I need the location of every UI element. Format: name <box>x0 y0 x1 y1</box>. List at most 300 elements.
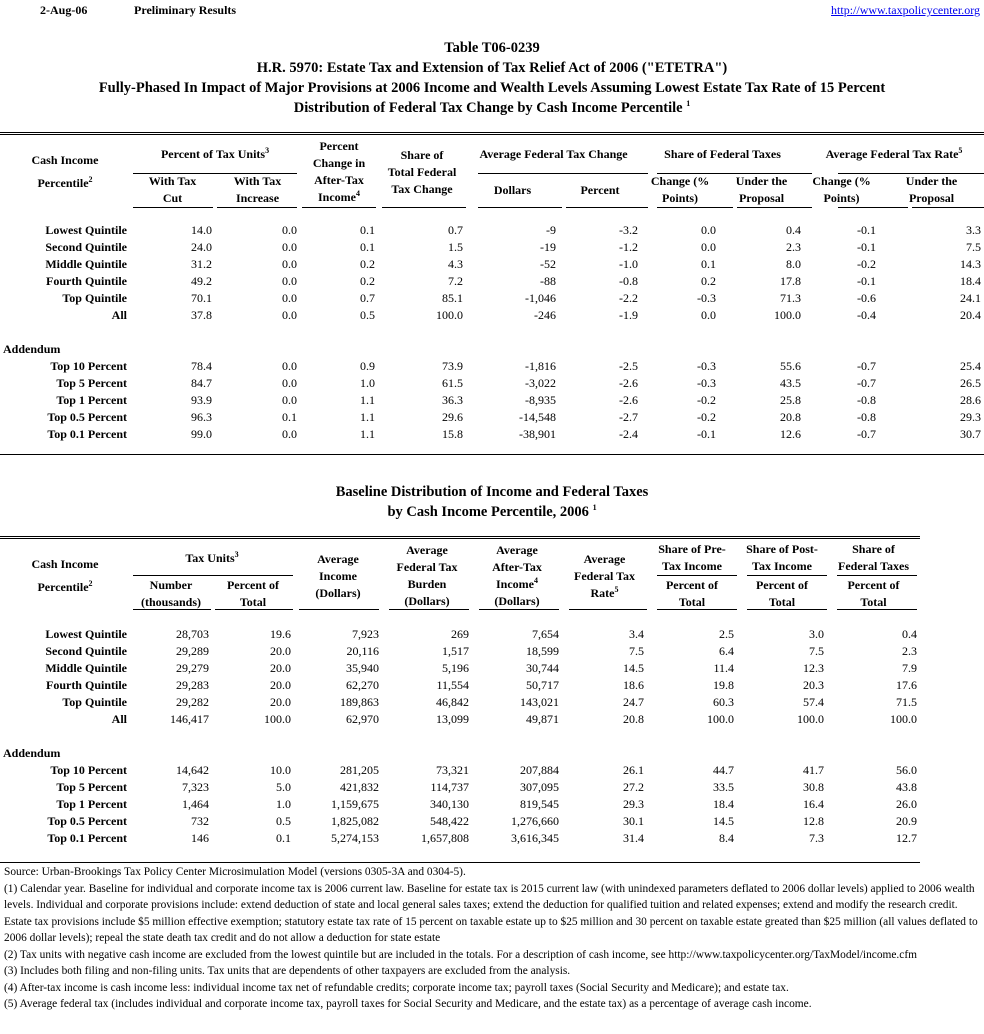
distribution-title: Distribution of Federal Tax Change by Cash Income Percentile $^1$ <box>293 99 691 116</box>
col-with-tax-increase: With Tax Increase <box>233 174 282 205</box>
cell: 1,464 <box>182 797 209 811</box>
cell: 0.0 <box>282 240 298 254</box>
cell: 0.0 <box>701 308 717 322</box>
cell: 14.3 <box>960 257 982 271</box>
addendum-row <box>0 762 920 779</box>
row-label: Second Quintile <box>45 644 127 658</box>
cell: 43.8 <box>896 780 917 794</box>
cell: -2.7 <box>619 410 639 424</box>
baseline-titles <box>0 482 984 522</box>
cell: -0.2 <box>697 393 717 407</box>
cell: 30.1 <box>623 814 644 828</box>
cell: 19.8 <box>713 678 734 692</box>
t2-col-tax-units: Tax Units$^3$ <box>185 549 239 565</box>
cell: 29.6 <box>442 410 464 424</box>
cell: 0.0 <box>701 223 717 237</box>
cell: 1.1 <box>360 393 376 407</box>
t2-col-fed-pct: Percent of Total <box>847 578 900 609</box>
cell: 84.7 <box>191 376 212 390</box>
addendum-row <box>0 409 984 426</box>
cell: 29,279 <box>176 661 209 675</box>
row-label: Lowest Quintile <box>45 223 127 237</box>
cell: 18.6 <box>623 678 644 692</box>
cell: 7.9 <box>902 661 917 675</box>
page-header <box>0 3 984 19</box>
cell: 24.0 <box>191 240 212 254</box>
cell: -1.2 <box>619 240 639 254</box>
t2-col-share-pre: Share of Pre- Tax Income <box>658 542 726 573</box>
t2-rule-c6 <box>569 609 647 610</box>
cell: 70.1 <box>191 291 212 305</box>
cell: -0.1 <box>857 240 877 254</box>
cell: -1.0 <box>619 257 639 271</box>
cell: 207,884 <box>520 763 559 777</box>
row-label: Top 0.5 Percent <box>47 410 127 424</box>
t1-rule-c3 <box>302 207 376 208</box>
cell: 44.7 <box>713 763 734 777</box>
row-label: Fourth Quintile <box>45 678 127 692</box>
cell: 307,095 <box>520 780 559 794</box>
cell: -0.8 <box>857 393 877 407</box>
table1-top-rule <box>0 132 984 135</box>
cell: 1.5 <box>448 240 464 254</box>
footnote-3: (3) Includes both filing and non-filing units. Tax units that are dependents of other taxpayers are excluded from the analysis. <box>4 965 571 977</box>
t1-rule-share-fed <box>657 173 812 174</box>
cell: 5,274,153 <box>331 831 379 845</box>
cell: 11.4 <box>713 661 734 675</box>
cell: 29.3 <box>960 410 982 424</box>
impact-title: Fully-Phased In Impact of Major Provisions at 2006 Income and Wealth Levels Assuming Lowest Estate Tax Rate of 15 Percent <box>98 80 886 96</box>
row-label: Top Quintile <box>62 291 127 305</box>
t2-rule-pre <box>657 575 737 576</box>
table2-bottom-rule <box>0 862 920 863</box>
cell: 100.0 <box>436 308 464 322</box>
cell: 548,422 <box>430 814 469 828</box>
cell: 20.8 <box>623 712 644 726</box>
t2-col-number: Number (thousands) <box>140 578 202 609</box>
cell: 0.4 <box>786 223 802 237</box>
cell: 49,871 <box>526 712 559 726</box>
addendum-row <box>0 813 920 830</box>
addendum-row <box>0 358 984 375</box>
cell: -0.7 <box>857 376 877 390</box>
cell: 62,970 <box>346 712 379 726</box>
cell: 26.1 <box>623 763 644 777</box>
cell: 0.2 <box>701 274 717 288</box>
cell: 3.4 <box>629 627 644 641</box>
row-label: Top Quintile <box>62 695 127 709</box>
cell: 50,717 <box>526 678 559 692</box>
cell: 100.0 <box>797 712 824 726</box>
col-under-proposal: Under the Proposal <box>735 174 788 205</box>
t2-rule-c4 <box>389 609 469 610</box>
cell: 20.4 <box>960 308 982 322</box>
tpc-link[interactable]: http://www.taxpolicycenter.org <box>831 3 980 17</box>
cell: 7.5 <box>629 644 644 658</box>
table2-top-rule <box>0 536 920 539</box>
cell: 78.4 <box>191 359 212 373</box>
table-row <box>0 677 920 694</box>
cell: 1,159,675 <box>331 797 379 811</box>
cell: -3.2 <box>619 223 639 237</box>
cell: -0.4 <box>857 308 877 322</box>
t2-col-cash-income: Cash Income Percentile$^2$ <box>31 557 99 594</box>
cell: 0.0 <box>282 223 298 237</box>
cell: 31.2 <box>191 257 212 271</box>
cell: -0.6 <box>857 291 877 305</box>
cell: 1.1 <box>360 427 376 441</box>
cell: 0.9 <box>360 359 376 373</box>
cell: -8,935 <box>525 393 557 407</box>
t2-rule-c1 <box>133 609 211 610</box>
cell: -0.3 <box>697 291 717 305</box>
cell: 0.0 <box>282 257 298 271</box>
cell: 12.6 <box>780 427 802 441</box>
cell: 14,642 <box>176 763 209 777</box>
cell: 28.6 <box>960 393 982 407</box>
cell: -1,816 <box>525 359 557 373</box>
report-status: Preliminary Results <box>134 3 237 17</box>
cell: 189,863 <box>340 695 379 709</box>
col-share-total-change: Share of Total Federal Tax Change <box>387 147 457 196</box>
cell: 29,283 <box>176 678 209 692</box>
footnote-2: (2) Tax units with negative cash income are excluded from the lowest quintile but are included in the totals. For a description of cash income, see http://www.taxpolicycenter.org/TaxModel/income.cfm <box>4 948 917 961</box>
cell: 7.5 <box>966 240 982 254</box>
cell: -0.8 <box>857 410 877 424</box>
t1-rule-c1 <box>133 207 213 208</box>
table-row <box>0 239 984 256</box>
table-number: Table T06-0239 <box>444 40 540 56</box>
cell: 7,923 <box>352 627 379 641</box>
col-pct-change-after-tax: Percent Change in After-Tax Income$^4$ <box>312 139 366 204</box>
cell: 41.7 <box>803 763 824 777</box>
cell: 0.4 <box>902 627 917 641</box>
cell: 1,517 <box>442 644 469 658</box>
cell: 56.0 <box>896 763 917 777</box>
t1-rule-avg-rate <box>838 173 984 174</box>
cell: 16.4 <box>803 797 824 811</box>
cell: 7,654 <box>532 627 559 641</box>
row-label: Top 5 Percent <box>56 780 127 794</box>
cell: 0.1 <box>282 410 298 424</box>
addendum-row <box>0 779 920 796</box>
cell: 20.9 <box>896 814 917 828</box>
cell: 0.5 <box>360 308 376 322</box>
cell: 20.0 <box>270 661 291 675</box>
cell: 0.0 <box>282 359 298 373</box>
cell: 0.7 <box>360 291 376 305</box>
col-avg-tax-change: Average Federal Tax Change <box>479 146 628 161</box>
col-rate-change-pts: Change (% Points) <box>812 174 871 205</box>
table-row <box>0 626 920 643</box>
row-label: Top 1 Percent <box>56 797 127 811</box>
cell: 25.4 <box>960 359 982 373</box>
footnote-5: (5) Average federal tax (includes individual and corporate income tax, payroll taxes for Social Security and Medicare, and the estate tax) as a percentage of average cash income. <box>4 998 812 1010</box>
cell: 26.0 <box>896 797 917 811</box>
col-share-fed-taxes: Share of Federal Taxes <box>664 146 781 161</box>
t1-rule-c8 <box>737 207 812 208</box>
cell: 3,616,345 <box>511 831 559 845</box>
t1-rule-c7 <box>657 207 733 208</box>
cell: -0.1 <box>697 427 717 441</box>
cell: 18,599 <box>526 644 559 658</box>
cell: 0.0 <box>282 393 298 407</box>
cell: 269 <box>451 627 469 641</box>
cell: 0.0 <box>701 240 717 254</box>
cell: 20,116 <box>346 644 379 658</box>
cell: 0.2 <box>360 257 376 271</box>
cell: -2.6 <box>619 376 639 390</box>
cell: 7.3 <box>809 831 824 845</box>
t2-rule-c7 <box>657 609 737 610</box>
cell: 11,554 <box>436 678 469 692</box>
cell: -1,046 <box>525 291 557 305</box>
tax-change-table <box>0 136 984 443</box>
table-row <box>0 290 984 307</box>
col-with-tax-cut: With Tax Cut <box>148 174 197 205</box>
cell: 7.5 <box>809 644 824 658</box>
cell: 49.2 <box>191 274 212 288</box>
cell: 0.0 <box>282 427 298 441</box>
cell: 100.0 <box>264 712 291 726</box>
t2-col-avg-after: Average After-Tax Income$^4$ (Dollars) <box>492 543 542 608</box>
col-pct-tax-units: Percent of Tax Units$^3$ <box>160 145 270 161</box>
cell: 43.5 <box>780 376 802 390</box>
addendum-row <box>0 375 984 392</box>
t2-rule-c2 <box>215 609 293 610</box>
t1-rule-c10 <box>912 207 984 208</box>
cell: 1,657,808 <box>421 831 469 845</box>
cell: 29,282 <box>176 695 209 709</box>
table-row <box>0 307 984 324</box>
baseline-subtitle: by Cash Income Percentile, 2006 $^1$ <box>387 503 597 520</box>
cell: 24.1 <box>960 291 982 305</box>
cell: 146 <box>191 831 209 845</box>
cell: 100.0 <box>890 712 917 726</box>
cell: 1,825,082 <box>331 814 379 828</box>
t2-rule-fed <box>837 575 917 576</box>
cell: 0.5 <box>276 814 291 828</box>
cell: 819,545 <box>520 797 559 811</box>
t2-col-avg-rate: Average Federal Tax Rate$^5$ <box>573 551 635 600</box>
cell: -0.1 <box>857 274 877 288</box>
cell: -246 <box>534 308 557 322</box>
t2-col-avg-income: Average Income (Dollars) <box>315 551 361 600</box>
cell: 73.9 <box>442 359 464 373</box>
cell: -2.4 <box>619 427 639 441</box>
cell: -2.5 <box>619 359 639 373</box>
cell: 28,703 <box>176 627 209 641</box>
cell: 340,130 <box>430 797 469 811</box>
table-row <box>0 222 984 239</box>
cell: -2.6 <box>619 393 639 407</box>
cell: 3.3 <box>966 223 982 237</box>
t1-rule-c6 <box>566 207 648 208</box>
cell: 281,205 <box>340 763 379 777</box>
baseline-title: Baseline Distribution of Income and Federal Taxes <box>335 484 649 500</box>
t1-rule-avg-change <box>478 173 648 174</box>
cell: 20.0 <box>270 644 291 658</box>
cell: 30.8 <box>803 780 824 794</box>
cell: 10.0 <box>270 763 291 777</box>
cell: 26.5 <box>960 376 982 390</box>
t2-col-avg-burden: Average Federal Tax Burden (Dollars) <box>396 543 458 608</box>
col-avg-fed-rate: Average Federal Tax Rate$^5$ <box>825 145 963 161</box>
cell: 18.4 <box>713 797 734 811</box>
cell: 17.6 <box>896 678 917 692</box>
cell: 0.1 <box>701 257 717 271</box>
cell: -14,548 <box>519 410 557 424</box>
cell: 146,417 <box>170 712 209 726</box>
table-row <box>0 273 984 290</box>
row-label: Top 10 Percent <box>50 763 127 777</box>
col-cash-income: Cash Income Percentile$^2$ <box>31 153 99 190</box>
row-label: Fourth Quintile <box>45 274 127 288</box>
cell: 0.2 <box>360 274 376 288</box>
col-percent: Percent <box>580 182 620 197</box>
t2-rule-c5 <box>479 609 559 610</box>
bill-title: H.R. 5970: Estate Tax and Extension of Tax Relief Act of 2006 ("ETETRA") <box>256 60 728 76</box>
cell: 12.8 <box>803 814 824 828</box>
table-row <box>0 694 920 711</box>
row-label: Middle Quintile <box>45 661 127 675</box>
row-label: Top 5 Percent <box>56 376 127 390</box>
cell: 3.0 <box>809 627 824 641</box>
source-note: Source: Urban-Brookings Tax Policy Center Microsimulation Model (versions 0305-3A and 0304-5). <box>4 866 466 878</box>
cell: 13,099 <box>436 712 469 726</box>
t2-rule-c9 <box>837 609 917 610</box>
row-label: Middle Quintile <box>45 257 127 271</box>
row-label: All <box>111 308 127 322</box>
row-label: All <box>111 712 127 726</box>
cell: 85.1 <box>442 291 464 305</box>
cell: 0.0 <box>282 291 298 305</box>
addendum-row <box>0 830 920 847</box>
table1-bottom-rule <box>0 454 984 455</box>
cell: -52 <box>540 257 557 271</box>
cell: 14.0 <box>191 223 212 237</box>
cell: 30.7 <box>960 427 982 441</box>
cell: 71.5 <box>896 695 917 709</box>
cell: 14.5 <box>623 661 644 675</box>
cell: 1,276,660 <box>511 814 559 828</box>
cell: 36.3 <box>442 393 464 407</box>
cell: 0.0 <box>282 308 298 322</box>
cell: 2.5 <box>719 627 734 641</box>
cell: 0.1 <box>360 223 376 237</box>
cell: 12.7 <box>896 831 917 845</box>
table-row <box>0 711 920 728</box>
cell: 0.7 <box>448 223 464 237</box>
footnote-4: (4) After-tax income is cash income less: individual income tax net of refundable credits; corporate income tax; payroll taxes (Social Security and Medicare); and estate tax. <box>4 981 789 994</box>
cell: -2.2 <box>619 291 639 305</box>
t2-rule-c8 <box>747 609 827 610</box>
t2-col-pre-pct: Percent of Total <box>665 578 719 609</box>
cell: 20.0 <box>270 695 291 709</box>
cell: 73,321 <box>436 763 469 777</box>
col-dollars: Dollars <box>493 182 532 197</box>
cell: 30,744 <box>526 661 559 675</box>
cell: 96.3 <box>191 410 212 424</box>
t1-rule-c2 <box>217 207 297 208</box>
row-label: Top 1 Percent <box>56 393 127 407</box>
cell: 2.3 <box>786 240 802 254</box>
table-row <box>0 643 920 660</box>
cell: 1.0 <box>360 376 376 390</box>
cell: -0.7 <box>857 427 877 441</box>
row-label: Top 0.1 Percent <box>47 427 127 441</box>
cell: 100.0 <box>707 712 734 726</box>
cell: 5,196 <box>442 661 469 675</box>
cell: 31.4 <box>623 831 644 845</box>
cell: 20.3 <box>803 678 824 692</box>
row-label: Top 0.1 Percent <box>47 831 127 845</box>
t2-rule-post <box>747 575 827 576</box>
t2-col-pct-total: Percent of Total <box>226 578 280 609</box>
cell: 57.4 <box>803 695 824 709</box>
row-label: Lowest Quintile <box>45 627 127 641</box>
t1-rule-tax-units <box>133 173 297 174</box>
cell: 1.0 <box>276 797 291 811</box>
addendum-label: Addendum <box>3 342 61 356</box>
cell: 27.2 <box>623 780 644 794</box>
cell: 61.5 <box>442 376 464 390</box>
cell: 19.6 <box>270 627 291 641</box>
cell: 93.9 <box>191 393 212 407</box>
table-titles <box>0 38 984 118</box>
cell: -0.8 <box>619 274 639 288</box>
cell: 1.1 <box>360 410 376 424</box>
cell: -0.2 <box>857 257 877 271</box>
cell: 55.6 <box>780 359 802 373</box>
cell: 14.5 <box>713 814 734 828</box>
cell: -88 <box>540 274 557 288</box>
cell: 24.7 <box>623 695 644 709</box>
addendum-row <box>0 796 920 813</box>
t2-col-share-post: Share of Post- Tax Income <box>746 542 818 573</box>
t1-rule-c4 <box>382 207 466 208</box>
cell: 18.4 <box>960 274 982 288</box>
row-label: Top 10 Percent <box>50 359 127 373</box>
report-date: 2-Aug-06 <box>40 3 88 17</box>
cell: -0.1 <box>857 223 877 237</box>
t2-col-post-pct: Percent of Total <box>755 578 809 609</box>
cell: 0.1 <box>276 831 291 845</box>
cell: 29.3 <box>623 797 644 811</box>
cell: 6.4 <box>719 644 734 658</box>
table-row <box>0 256 984 273</box>
cell: -38,901 <box>519 427 557 441</box>
cell: -1.9 <box>619 308 639 322</box>
table-row <box>0 660 920 677</box>
cell: -0.2 <box>697 410 717 424</box>
cell: 20.0 <box>270 678 291 692</box>
cell: 12.3 <box>803 661 824 675</box>
t2-rule-c3 <box>299 609 379 610</box>
cell: 8.0 <box>786 257 802 271</box>
cell: 33.5 <box>713 780 734 794</box>
addendum-row <box>0 426 984 443</box>
cell: 732 <box>191 814 209 828</box>
cell: 71.3 <box>780 291 802 305</box>
cell: 143,021 <box>520 695 559 709</box>
cell: 4.3 <box>448 257 464 271</box>
t2-col-share-fed: Share of Federal Taxes <box>838 542 909 573</box>
cell: 421,832 <box>340 780 379 794</box>
footnotes <box>4 864 979 1013</box>
cell: 5.0 <box>276 780 291 794</box>
cell: -3,022 <box>525 376 557 390</box>
